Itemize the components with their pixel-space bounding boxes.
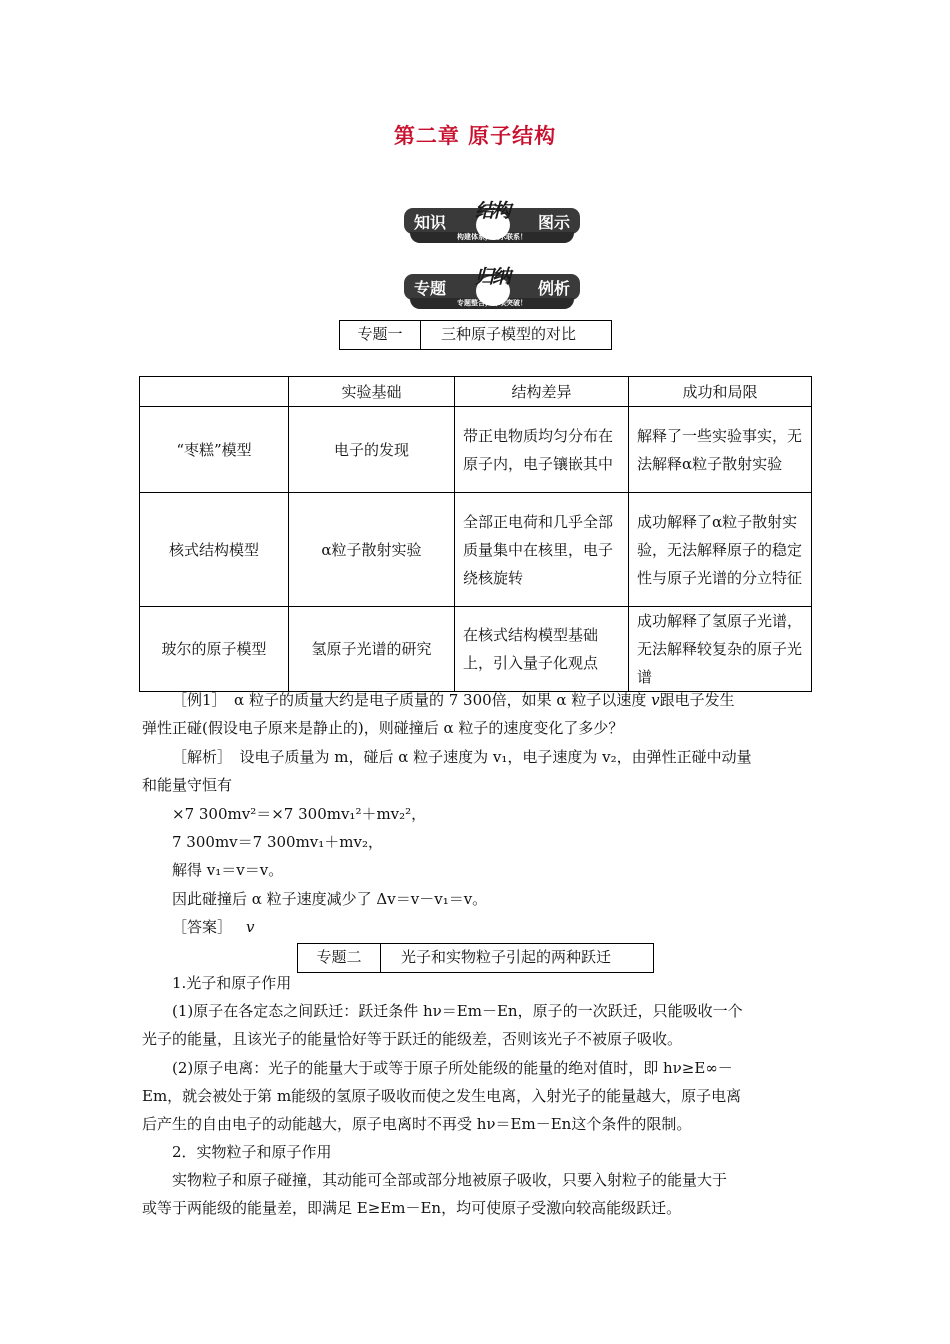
table-header-cell: 成功和局限 xyxy=(629,377,812,407)
equation-energy: ×7 300mv²＝×7 300mv₁²＋mv₂²， xyxy=(172,805,427,823)
table-header-cell xyxy=(140,377,289,407)
section-1-paragraph-2-line-3: 后产生的自由电子的动能越大，原子电离时不再受 hν＝Em－En这个条件的限制。 xyxy=(142,1115,692,1133)
section-2-heading: 2．实物粒子和原子作用 xyxy=(172,1143,332,1161)
topic-2-box xyxy=(297,943,654,973)
badge-handwritten-text: 归纳 xyxy=(475,266,510,288)
table-header-row xyxy=(140,377,812,407)
section-1-paragraph-2-line-1: (2)原子电离：光子的能量大于或等于原子所处能级的能量的绝对值时，即 hν≥E∞－ xyxy=(172,1059,733,1077)
badge-subtitle: 专题整合，专项突破！ xyxy=(457,299,527,307)
topic-2-title: 光子和实物粒子引起的两种跃迁 xyxy=(401,948,612,966)
section-1-heading: 1.光子和原子作用 xyxy=(172,974,292,992)
table-cell: 成功解释了氢原子光谱，无法解释较复杂的原子光谱 xyxy=(629,607,812,692)
table-cell: 成功解释了α粒子散射实验，无法解释原子的稳定性与原子光谱的分立特征 xyxy=(629,493,812,607)
table-cell: “枣糕”模型 xyxy=(140,407,289,493)
table-cell: α粒子散射实验 xyxy=(289,493,455,607)
table-row xyxy=(140,407,812,493)
table-cell: 带正电物质均匀分布在原子内，电子镶嵌其中 xyxy=(455,407,629,493)
topic-summary-badge xyxy=(404,266,580,312)
table-header-cell: 结构差异 xyxy=(455,377,629,407)
section-1-paragraph-1-line-2: 光子的能量，且该光子的能量恰好等于跃迁的能级差，否则该光子不被原子吸收。 xyxy=(142,1030,683,1048)
badge-right-text: 例析 xyxy=(537,279,570,298)
badge-left-text: 专题 xyxy=(414,279,447,298)
topic-1-label: 专题一 xyxy=(340,321,421,349)
example-1-question-line-1: ［例1］ α 粒子的质量大约是电子质量的 7 300倍，如果 α 粒子以速度 v跟电子发生 xyxy=(172,691,735,709)
topic-1-title: 三种原子模型的对比 xyxy=(441,325,577,343)
example-1-analysis-line-1: ［解析］ 设电子质量为 m，碰后 α 粒子速度为 v₁，电子速度为 v₂，由弹性正碰中动量 xyxy=(172,748,752,766)
table-cell: 电子的发现 xyxy=(289,407,455,493)
table-header-cell: 实验基础 xyxy=(289,377,455,407)
table-cell: 在核式结构模型基础上，引入量子化观点 xyxy=(455,607,629,692)
section-2-line-1: 实物粒子和原子碰撞，其动能可全部或部分地被原子吸收，只要入射粒子的能量大于 xyxy=(172,1171,728,1189)
atom-model-comparison-table xyxy=(139,376,812,692)
example-1-question-line-2: 弹性正碰(假设电子原来是静止的)，则碰撞后 α 粒子的速度变化了多少？ xyxy=(142,719,624,737)
equation-momentum: 7 300mv＝7 300mv₁＋mv₂， xyxy=(172,833,384,851)
section-1-paragraph-1-line-1: (1)原子在各定态之间跃迁：跃迁条件 hν＝Em－En，原子的一次跃迁，只能吸收一个 xyxy=(172,1002,743,1020)
knowledge-structure-badge xyxy=(404,200,580,246)
badge-left-text: 知识 xyxy=(414,213,447,232)
table-cell: 氢原子光谱的研究 xyxy=(289,607,455,692)
table-cell: 玻尔的原子模型 xyxy=(140,607,289,692)
topic-1-box xyxy=(339,320,612,350)
badge-subtitle: 构建体系，展示联系！ xyxy=(457,233,527,241)
table-cell: 全部正电荷和几乎全部质量集中在核里，电子绕核旋转 xyxy=(455,493,629,607)
badge-right-text: 图示 xyxy=(537,213,570,232)
velocity-change-conclusion: 因此碰撞后 α 粒子速度减少了 Δv＝v－v₁＝v。 xyxy=(172,890,488,908)
table-cell: 核式结构模型 xyxy=(140,493,289,607)
table-cell: 解释了一些实验事实，无法解释α粒子散射实验 xyxy=(629,407,812,493)
example-1-answer: ［答案］ v xyxy=(172,918,255,936)
table-row xyxy=(140,493,812,607)
equation-solution: 解得 v₁＝v＝v。 xyxy=(172,861,284,879)
badge-handwritten-text: 结构 xyxy=(475,200,510,222)
page-title: 第二章 原子结构 xyxy=(393,124,557,148)
section-1-paragraph-2-line-2: Em，就会被处于第 m能级的氢原子吸收而使之发生电离，入射光子的能量越大，原子电离 xyxy=(142,1087,742,1105)
example-1-analysis-line-2: 和能量守恒有 xyxy=(142,776,233,794)
section-2-line-2: 或等于两能级的能量差，即满足 E≥Em－En，均可使原子受激向较高能级跃迁。 xyxy=(142,1199,682,1217)
table-row xyxy=(140,607,812,692)
topic-2-label: 专题二 xyxy=(298,944,381,972)
